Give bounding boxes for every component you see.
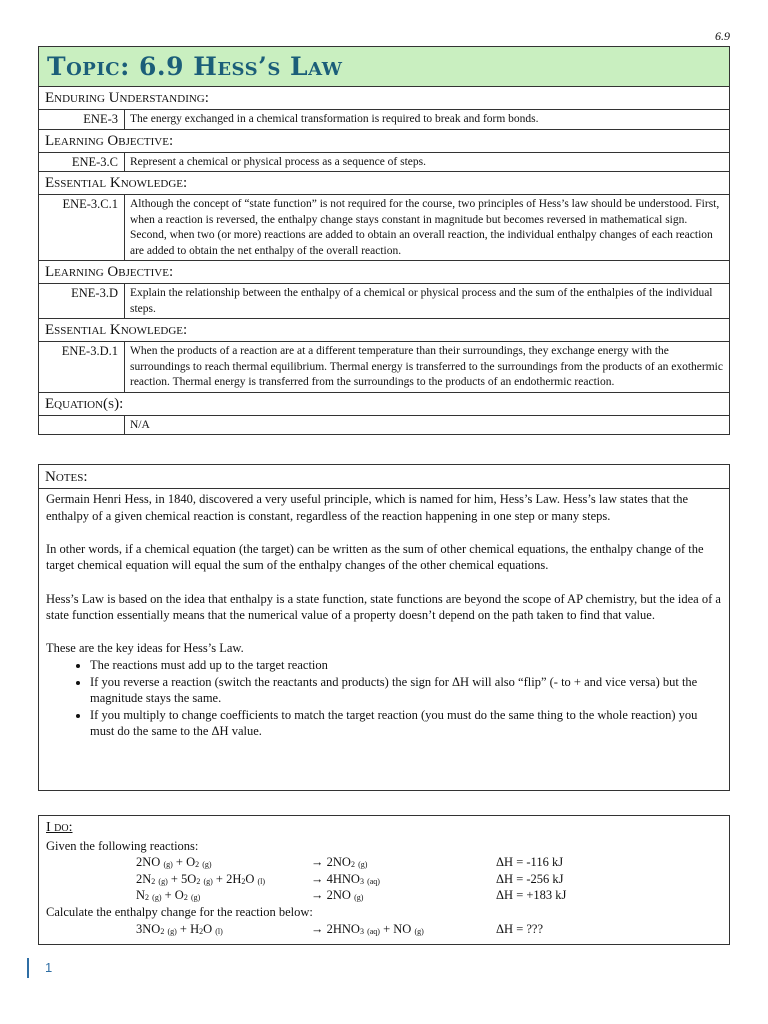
standard-text: Represent a chemical or physical process as a sequence of steps. <box>130 155 427 168</box>
notes-paragraph: Germain Henri Hess, in 1840, discovered a very useful principle, which is named for him, Hess’s Law. Hess’s law states that the enthalpy of a given chemical reaction is constant, regardless of the reaction happening in one step or many steps. <box>46 492 689 523</box>
topic-table <box>38 46 730 435</box>
reaction-products: → $4HNO_3$ $_{(aq)}$ <box>311 871 380 886</box>
standard-text: When the products of a reaction are at a different temperature than their surroundings, they exchange energy with the surroundings to reach thermal equilibrium. Thermal energy is transferred to the surroundings from the products of an exothermic reaction. Thermal energy is transferred from the surroundings to the products of an endothermic reaction. <box>130 345 723 388</box>
section-heading-learning-objective: Learning Objective: <box>39 261 729 284</box>
notes-body <box>39 489 729 742</box>
section-heading-essential-knowledge: Essential Knowledge: <box>39 172 729 195</box>
reaction-products: → 2NO $_{(g)}$ <box>311 888 364 903</box>
list-item: • If you multiply to change coefficients to match the target reaction (you must do the same thing to the whole reaction) you must do the same to the ΔH value. <box>90 707 722 740</box>
section-heading-enduring-understanding: Enduring Understanding: <box>39 87 729 110</box>
reaction-reactants: $3NO_2$ $_{(g)} + H_2O$ $_{(l)}$ <box>136 921 223 936</box>
standard-text: Although the concept of “state function” is not required for the course, two principles of Hess’s law should be understood. First, when a reaction is reversed, the enthalpy change stays constant in magnitude but becomes reversed in mathematical sign. Second, when two (or more) reactions are added to obtain an overall reaction, the individual enthalpy changes of each reaction are added to obtain the net enthalpy of the overall reaction. <box>130 198 720 257</box>
i-do-box <box>38 815 730 945</box>
standard-text: N/A <box>130 418 150 431</box>
topic-title: Topic: 6.9 Hess’s Law <box>39 47 729 87</box>
notes-box <box>38 464 730 791</box>
reaction-reactants: $N_2$ $_{(g)} + O_2$ $_{(g)}$ <box>136 888 201 903</box>
standard-code: ENE-3.C.1 <box>39 195 125 260</box>
table-row <box>39 153 729 173</box>
section-heading-learning-objective: Learning Objective: <box>39 130 729 153</box>
page-number: 1 <box>45 960 53 975</box>
section-heading-essential-knowledge: Essential Knowledge: <box>39 319 729 342</box>
notes-paragraph: In other words, if a chemical equation (the target) can be written as the sum of other chemical equations, the enthalpy change of the target chemical equation will equal the sum of the enthalpy changes of the other chemical equations. <box>46 541 704 573</box>
list-item: • If you reverse a reaction (switch the reactants and products) the sign for ΔH will also “flip” (- to + and vice versa) but the magnitude stays the same. <box>90 674 722 707</box>
table-row <box>39 416 729 435</box>
reaction-row <box>46 887 722 904</box>
reaction-products: → $2HNO_3$ $_{(aq)}$ + NO $_{(g)}$ <box>311 921 424 936</box>
table-row <box>39 284 729 319</box>
reaction-row <box>46 871 722 888</box>
reaction-row <box>46 854 722 871</box>
reaction-enthalpy: ΔH = -256 kJ <box>496 871 564 886</box>
standard-code <box>39 416 125 435</box>
notes-heading: Notes: <box>39 465 729 489</box>
reaction-products: → $2NO_2$ $_{(g)}$ <box>311 855 368 870</box>
i-do-heading: I do: <box>46 820 73 835</box>
list-item: • The reactions must add up to the target reaction <box>90 657 722 674</box>
standard-code: ENE-3.D.1 <box>39 342 125 392</box>
table-row <box>39 110 729 130</box>
reaction-enthalpy: ΔH = ??? <box>496 921 544 936</box>
standard-text: The energy exchanged in a chemical transformation is required to break and form bonds. <box>130 113 539 125</box>
reaction-reactants: 2NO $_{(g)} + O_2$ $_{(g)}$ <box>136 855 212 870</box>
notes-key-intro: These are the key ideas for Hess’s Law. <box>46 641 244 656</box>
standard-text: Explain the relationship between the enthalpy of a chemical or physical process and the sum of the enthalpies of the individual steps. <box>130 287 713 315</box>
page-reference: 6.9 <box>715 29 730 43</box>
notes-paragraph: Hess’s Law is based on the idea that enthalpy is a state function, state functions are beyond the scope of AP chemistry, but the idea of a state function essentially means that the numerical value of a property doesn’t depend on the path taken to find that value. <box>46 591 721 623</box>
i-do-question: Calculate the enthalpy change for the reaction below: <box>46 904 313 919</box>
standard-code: ENE-3.C <box>39 153 125 172</box>
section-heading-equations: Equation(s): <box>39 393 729 416</box>
key-ideas-list <box>46 657 722 740</box>
target-reaction-row <box>46 921 722 938</box>
standard-code: ENE-3 <box>39 110 125 129</box>
footer-accent-bar <box>27 958 29 978</box>
reaction-enthalpy: ΔH = +183 kJ <box>496 888 567 903</box>
reaction-reactants: $2N_2$ $_{(g)} + 5O_2$ $_{(g)} + 2H_2O$ $_{(l)}$ <box>136 871 266 886</box>
i-do-intro: Given the following reactions: <box>46 838 199 853</box>
table-row <box>39 342 729 393</box>
table-row <box>39 195 729 261</box>
reaction-enthalpy: ΔH = -116 kJ <box>496 855 564 870</box>
standard-code: ENE-3.D <box>39 284 125 318</box>
